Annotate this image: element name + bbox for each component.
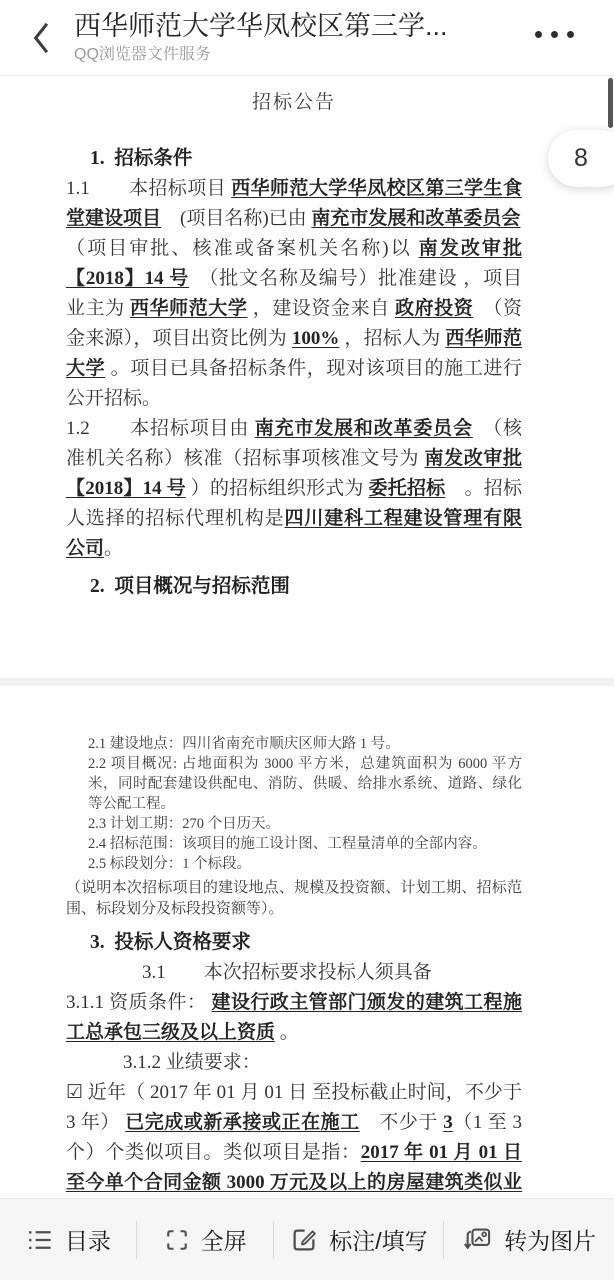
doc-filled-field: 西华师范大学 <box>66 328 522 379</box>
scrollbar-thumb[interactable] <box>608 78 613 128</box>
document-body <box>0 76 614 1198</box>
page-gap <box>0 678 614 686</box>
page-title: 西华师范大学华凤校区第三学... <box>74 11 448 41</box>
fullscreen-label: 全屏 <box>200 1228 247 1254</box>
doc-filled-field: 建设行政主管部门颁发的建筑工程施工总承包三级及以上资质 <box>66 992 522 1043</box>
doc-text-run: 1.2 本招标项目由 <box>66 418 255 439</box>
doc-text-run: (项目名称)已由 <box>161 208 312 229</box>
doc-text-run: ，建设资金来自 <box>247 298 396 319</box>
doc-heading: 2. 项目概况与招标范围 <box>90 576 290 597</box>
doc-small-line: 2.5 标段划分：1 个标段。 <box>88 856 252 872</box>
ellipsis-dot <box>567 31 574 38</box>
bottom-toolbar <box>0 1198 614 1280</box>
page-subtitle: QQ浏览器文件服务 <box>74 46 211 63</box>
ellipsis-dot <box>535 31 542 38</box>
doc-filled-field: 委托招标 <box>368 478 446 499</box>
doc-paragraph <box>66 1078 522 1198</box>
doc-paragraph <box>66 414 522 564</box>
annotate-button[interactable] <box>274 1199 444 1280</box>
fullscreen-button[interactable] <box>137 1199 273 1280</box>
doc-filled-field: 西华师范大学华凤校区第三学生食堂建设项目 <box>66 178 522 229</box>
doc-filled-field: 3 <box>443 1112 453 1133</box>
doc-text-run: 1.1 本招标项目 <box>66 178 232 199</box>
doc-small-line: 2.2 项目概况: 占地面积为 3000 平方米，总建筑面积为 6000 平方米，同时配套建设供配电、消防、供暖、给排水系统、道路、绿化等公配工程。 <box>88 756 522 812</box>
doc-filled-field: 四川建科工程建设管理有限公司 <box>66 508 522 559</box>
doc-text-run: 。 <box>104 538 124 559</box>
doc-text-run: （核准机关名称）核准（招标事项核准文号为 <box>66 418 522 469</box>
header-titles <box>74 11 521 64</box>
doc-text-run: 不少于 <box>359 1112 444 1133</box>
doc-text-run: （批文名称及编号）批准建设 ，项目业主为 <box>66 268 522 319</box>
convert-to-image-button[interactable] <box>444 1199 614 1280</box>
doc-paragraph <box>66 988 522 1048</box>
toc-label: 目录 <box>64 1228 111 1254</box>
fullscreen-icon <box>163 1226 191 1254</box>
page-number-badge[interactable] <box>548 130 614 187</box>
doc-small-line: 2.4 招标范围：该项目的施工设计图、工程量清单的全部内容。 <box>88 836 487 852</box>
doc-text-run: ☑ 近年（ 2017 年 01 月 01 日 至投标截止时间，不少于 3 年） <box>66 1082 522 1133</box>
header-bar <box>0 0 614 76</box>
ellipsis-dot <box>551 31 558 38</box>
doc-filled-field: 政府投资 <box>395 298 474 319</box>
doc-title-line: 招标公告 <box>251 92 336 113</box>
doc-paragraph <box>66 174 540 414</box>
doc-small-line: 2.1 建设地点：四川省南充市顺庆区师大路 1 号。 <box>88 736 400 752</box>
doc-filled-field: 南充市发展和改革委员会 <box>311 208 521 229</box>
doc-heading: 3. 投标人资格要求 <box>90 932 251 953</box>
page-number: 8 <box>574 144 588 172</box>
doc-paragraph <box>66 958 522 988</box>
doc-text-run: （项目审批、核准或备案机关名称)以 <box>66 208 540 259</box>
annotate-icon <box>289 1225 319 1255</box>
chevron-left-icon <box>28 20 54 56</box>
back-button[interactable] <box>28 16 62 60</box>
doc-filled-field: 西华师范大学 <box>130 298 248 319</box>
doc-paragraph <box>66 1048 522 1078</box>
doc-filled-field: 已完成或新承接或正在施工 <box>125 1112 360 1133</box>
doc-filled-field: 南发改审批【2018】14 号 <box>66 238 522 289</box>
more-menu-button[interactable] <box>535 31 574 38</box>
doc-text-run: （资金来源），项目出资比例为 <box>66 298 522 349</box>
doc-text-run: 3.1 本次招标要求投标人须具备 <box>66 962 432 983</box>
doc-text-run: ，招标人为 <box>339 328 446 349</box>
toc-button[interactable] <box>0 1199 136 1280</box>
doc-note: （说明本次招标项目的建设地点、规模及投资额、计划工期、招标范围、标段划分及标段投资额等）。 <box>66 880 522 917</box>
doc-text-run: （1 至 3 个）个类似项目。类似项目是指： <box>66 1112 522 1163</box>
convert-to-image-label: 转为图片 <box>504 1228 597 1254</box>
doc-heading: 1. 招标条件 <box>90 148 193 169</box>
doc-text-run: 。招标人选择的招标代理机构是 <box>66 478 522 529</box>
toc-icon <box>25 1225 55 1255</box>
doc-text-run: 3.1.2 业绩要求： <box>66 1052 261 1073</box>
annotate-label: 标注/填写 <box>329 1228 428 1254</box>
doc-text-run: 。 <box>275 1022 299 1043</box>
doc-text-run: ）的招标组织形式为 <box>185 478 369 499</box>
doc-filled-field: 100% <box>291 328 340 349</box>
doc-filled-field: 南充市发展和改革委员会 <box>254 418 473 439</box>
doc-small-line: 2.3 计划工期：270 个日历天。 <box>88 816 281 832</box>
doc-filled-field: 南发改审批【2018】14 号 <box>66 448 522 499</box>
doc-filled-field: 2017 年 01 月 01 日至今单个合同金额 3000 万元及以上的房屋建筑类似业 <box>66 1142 522 1193</box>
to-image-icon <box>462 1225 494 1255</box>
doc-text-run: 。项目已具备招标条件，现对该项目的施工进行公开招标。 <box>66 358 522 409</box>
doc-text-run: 3.1.1 资质条件： <box>66 992 212 1013</box>
document-viewport[interactable] <box>0 76 614 1198</box>
